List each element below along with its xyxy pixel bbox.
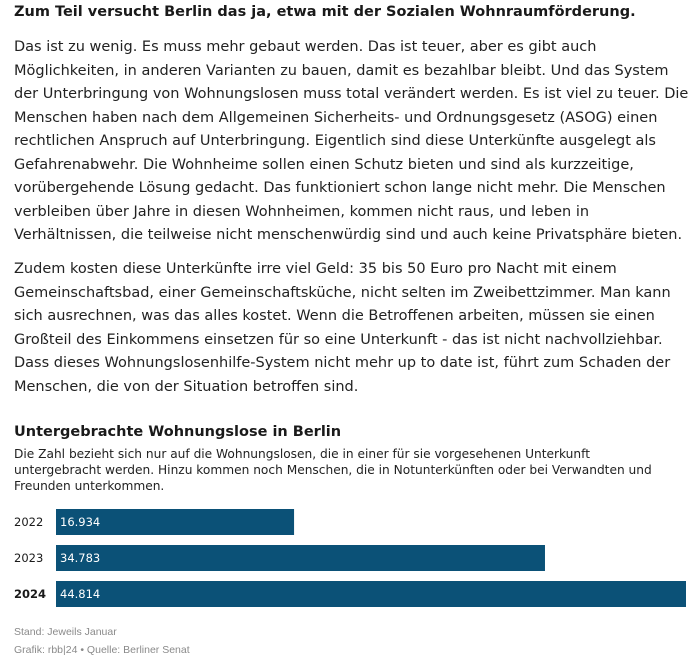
chart-title: Untergebrachte Wohnungslose in Berlin bbox=[14, 424, 342, 440]
category-label-2023: 2023 bbox=[14, 551, 44, 565]
category-label-2024: 2024 bbox=[14, 587, 47, 601]
bar-2024 bbox=[56, 581, 686, 607]
bar-chart bbox=[0, 500, 700, 615]
answer-paragraph-2: Zudem kosten diese Unterkünfte irre viel Geld: 35 bis 50 Euro pro Nacht mit einem Gemeinschaftsbad, einer Gemeinschaftsküche, nicht selten im Zweibettzimmer. Man kann sich ausrechnen, was das alles kostet. Wenn die Betroffenen arbeiten, müssen sie einen Großteil des Einkommens einsetzen für so eine Unterkunft - das ist nicht nachvollziehbar. Dass dieses Wohnungslosenhilfe-System nicht mehr up to date ist, führt zum Schaden der Menschen, die von der Situation betroffen sind. bbox=[14, 261, 671, 395]
value-label-2023: 34.783 bbox=[60, 551, 101, 565]
chart-note: Stand: Jeweils Januar bbox=[14, 626, 117, 638]
answer-paragraph-1: Das ist zu wenig. Es muss mehr gebaut werden. Das ist teuer, aber es gibt auch Möglichkeiten, in anderen Varianten zu bauen, damit es bezahlbar bleibt. Und das System der Unterbringung von Wohnungslosen muss total verändert werden. Es ist viel zu teuer. Die Menschen haben nach dem Allgemeinen Sicherheits- und Ordnungsgesetz (ASOG) einen rechtlichen Anspruch auf Unterbringung. Eigentlich sind diese Unterkünfte ausgelegt als Gefahrenabwehr. Die Wohnheime sollen einen Schutz bieten und sind als kurzzeitige, vorübergehende Lösung gedacht. Das funktioniert schon lange nicht mehr. Die Menschen verbleiben über Jahre in diesen Wohnheimen, kommen nicht raus, und leben in Verhältnissen, die teilweise nicht menschenwürdig sind und auch keine Privatsphäre bieten. bbox=[14, 39, 689, 243]
category-label-2022: 2022 bbox=[14, 515, 44, 529]
chart-credit: Grafik: rbb|24 • Quelle: Berliner Senat bbox=[14, 644, 190, 656]
value-label-2024: 44.814 bbox=[60, 587, 101, 601]
bar-2023 bbox=[56, 545, 545, 571]
chart-subtitle: Die Zahl bezieht sich nur auf die Wohnungslosen, die in einer für sie vorgesehenen Unterkunft untergebracht werden. Hinzu kommen noch Menschen, die in Notunterkünften oder bei Verwandten und Freunden unterkommen. bbox=[14, 447, 652, 493]
value-label-2022: 16.934 bbox=[60, 515, 101, 529]
interview-question: Zum Teil versucht Berlin das ja, etwa mit der Sozialen Wohnraumförderung. bbox=[14, 4, 636, 20]
